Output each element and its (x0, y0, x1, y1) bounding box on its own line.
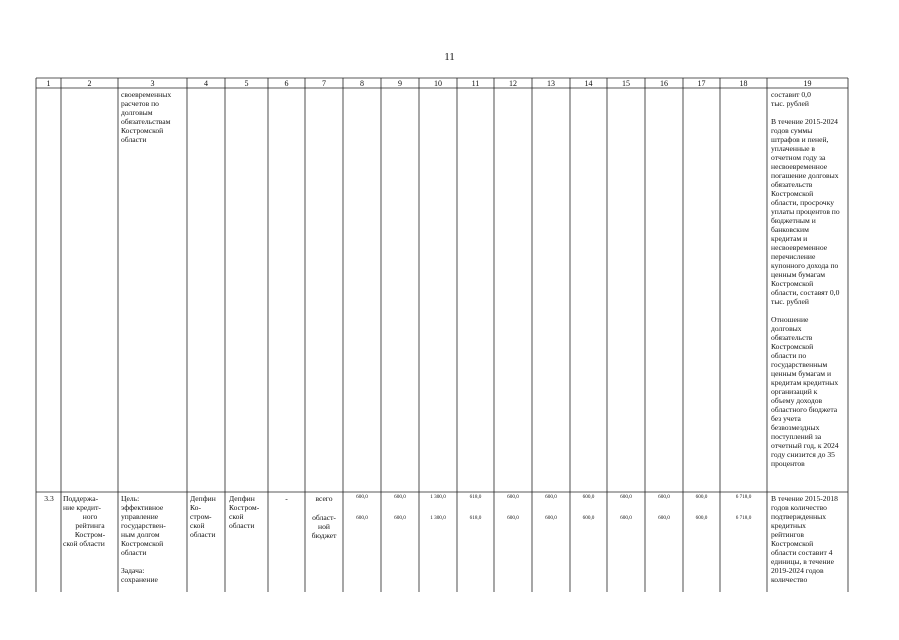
value-total-2022: 600,0 (620, 494, 632, 500)
value-budget-2021: 600,0 (582, 515, 595, 521)
value-total-2018: 618,0 (469, 494, 482, 500)
row-col6-dash: - (285, 494, 288, 503)
header-col-17: 17 (697, 79, 706, 88)
header-col-18: 18 (739, 79, 748, 88)
value-total-2019: 600,0 (507, 494, 519, 500)
cont-col3-text: своевременных расчетов по долговым обязательствам Костромской области (121, 90, 172, 144)
row-col7-budget-label: област- ной бюджет (311, 513, 337, 540)
value-budget-2019: 600,0 (507, 515, 519, 521)
header-col-8: 8 (360, 79, 364, 88)
value-budget-2023: 600,0 (658, 515, 670, 521)
header-col-2: 2 (87, 79, 92, 88)
header-col-6: 6 (284, 79, 289, 88)
header-col-19: 19 (803, 79, 812, 88)
header-col-12: 12 (509, 79, 517, 88)
header-col-14: 14 (584, 79, 593, 88)
value-total-2016: 600,0 (394, 494, 406, 500)
value-total-2023: 600,0 (658, 494, 670, 500)
value-total-2017: 1 300,0 (430, 494, 446, 500)
header-col-10: 10 (434, 79, 442, 88)
row-col7-total-label: всего (315, 494, 333, 503)
value-budget-2016: 600,0 (394, 515, 406, 521)
header-col-3: 3 (150, 79, 155, 88)
header-col-7: 7 (322, 79, 326, 88)
value-total-2015: 600,0 (356, 494, 368, 500)
row-number: 3.3 (44, 494, 54, 503)
value-budget-2020: 600,0 (545, 515, 557, 521)
value-budget-sum: 6 718,0 (735, 515, 752, 521)
header-col-4: 4 (204, 79, 208, 88)
header-col-5: 5 (244, 79, 249, 88)
row-col19-indicator: В течение 2015-2018 годов количество подтвержденных кредитных рейтингов Костромской области составит 4 единицы, в течение 2019-2024 годов количество (771, 494, 838, 584)
value-total-2020: 600,0 (545, 494, 557, 500)
header-col-15: 15 (622, 79, 630, 88)
value-total-sum: 6 718,0 (735, 494, 752, 500)
row-col3-goal: Цель: эффективное управление государствен- ным долгом Костромской области Задача: сохранение (121, 494, 166, 584)
header-col-13: 13 (547, 79, 555, 88)
cont-col19-text: составит 0,0 тыс. рублей В течение 2015-2024 годов суммы штрафов и пеней, уплаченные в отчетном году за несвоевременное погашение долговых обязательств Костромской области, просрочку уплаты процентов по бюджетным и банковским кредитам и несвоевременное перечисление купонного дохода по ценным бумагам Костромской области, составят 0,0 тыс. рублей Отношение долговых обязательств Костромской области по государственным ценным бумагам и кредитам кредитных организаций к объему доходов областного бюджета без учета безвозмездных поступлений за отчетный год, к 2024 году снизится до 35 процентов (771, 90, 840, 468)
value-budget-2015: 600,0 (356, 515, 368, 521)
header-col-9: 9 (398, 79, 402, 88)
row-col4-executor: Депфин Ко- стром- ской области (190, 494, 216, 539)
value-budget-2024: 600,0 (695, 515, 708, 521)
value-total-2021: 600,0 (582, 494, 595, 500)
value-budget-2017: 1 300,0 (430, 515, 446, 521)
header-col-1: 1 (46, 79, 51, 88)
header-col-11: 11 (471, 79, 480, 88)
value-budget-2018: 618,0 (469, 515, 482, 521)
value-total-2024: 600,0 (695, 494, 708, 500)
row-col5-coexecutor: Депфин Костром- ской области (229, 494, 260, 530)
value-budget-2022: 600,0 (620, 515, 632, 521)
header-col-16: 16 (660, 79, 668, 88)
page-number: 11 (444, 51, 455, 63)
row-col2-name: Поддержа- ние кредит- ного рейтинга Костром- ской области (63, 494, 106, 548)
